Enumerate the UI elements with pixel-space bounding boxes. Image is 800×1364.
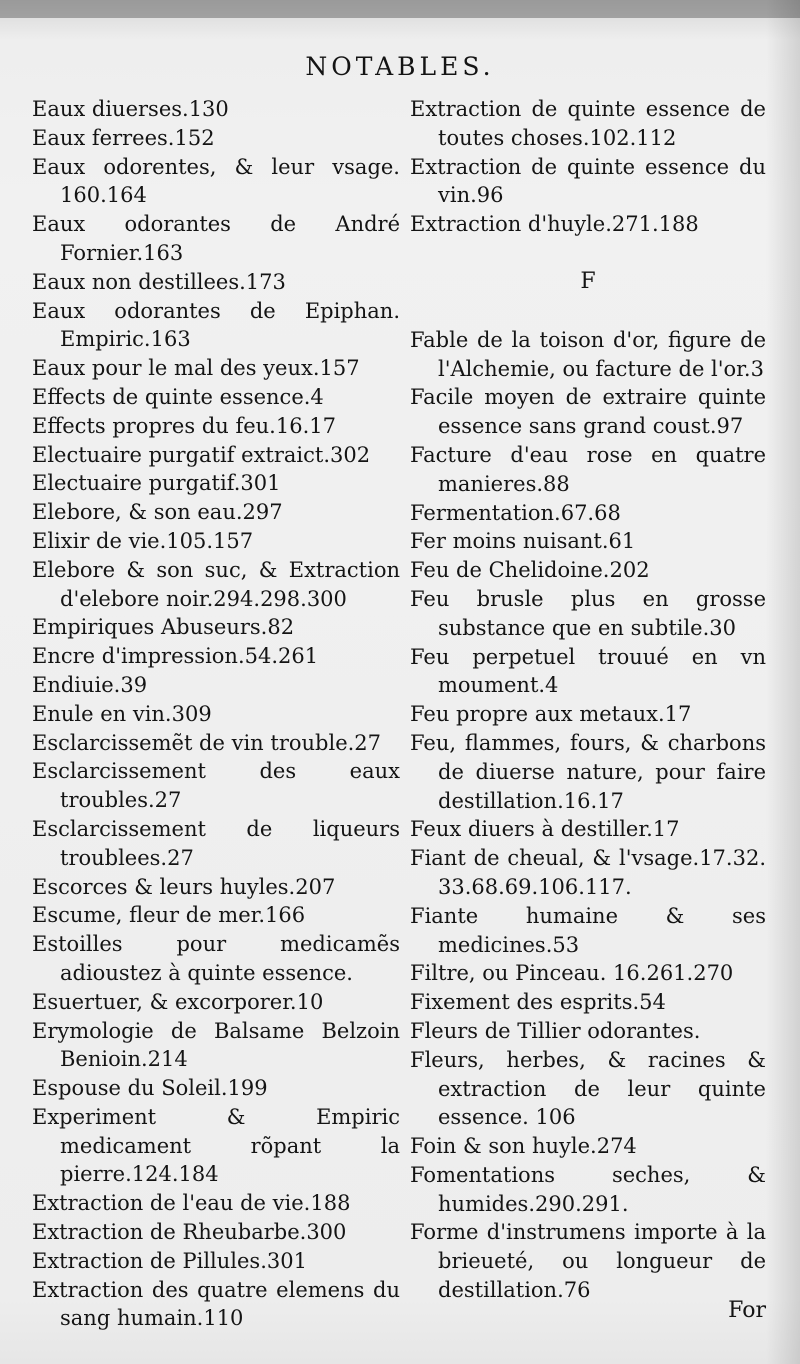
index-entry: Fermentation.67.68: [410, 500, 621, 525]
index-entry: Extraction de quinte essence du vin.96: [410, 154, 766, 208]
index-entry: Fomentations seches, & humides.290.291.: [410, 1162, 766, 1216]
index-entry: Feux diuers à destiller.17: [410, 817, 680, 842]
index-entry: Escorces & leurs huyles.207: [32, 874, 336, 899]
index-entry: Elebore & son suc, & Extraction d'elebore noir.294.298.300: [32, 557, 400, 611]
index-entry: Eaux odorentes, & leur vsage. 160.164: [32, 154, 400, 208]
index-entry: Fiant de cheual, & l'vsage.17.32. 33.68.69.106.117.: [410, 846, 766, 899]
index-entry: Feu brusle plus en grosse substance que en subtile.30: [410, 586, 766, 640]
index-entry: Fixement des esprits.54: [410, 990, 666, 1015]
index-entry: Empiriques Abuseurs.82: [32, 615, 295, 640]
index-entry: Forme d'instrumens importe à la brieueté, ou longueur de destillation.76: [410, 1220, 766, 1303]
index-entry: Encre d'impression.54.261: [32, 644, 319, 669]
section-letter: F: [580, 268, 596, 294]
index-entry: Elebore, & son eau.297: [32, 500, 283, 525]
index-entry: Filtre, ou Pinceau. 16.261.270: [410, 961, 734, 986]
index-entry: Fleurs, herbes, & racines & extraction de leur quinte essence. 106: [410, 1047, 766, 1130]
index-entry: Facile moyen de extraire quinte essence sans grand coust.97: [410, 385, 766, 439]
index-entry: Effects propres du feu.16.17: [32, 413, 336, 438]
index-entry: Eaux pour le mal des yeux.157: [32, 356, 360, 381]
index-entry: Fable de la toison d'or, figure de l'Alchemie, ou facture de l'or.3: [410, 327, 766, 381]
index-entry: Foin & son huyle.274: [410, 1134, 637, 1159]
index-entry: Elixir de vie.105.157: [32, 528, 254, 553]
index-entry: Enule en vin.309: [32, 701, 212, 726]
index-entry: Esclarcissemẽt de vin trouble.27: [32, 730, 382, 755]
catchword: For: [728, 1298, 766, 1323]
index-entry: Eaux ferrees.152: [32, 125, 215, 150]
index-entry: Electuaire purgatif.301: [32, 471, 281, 496]
index-entry: Extraction de Rheubarbe.300: [32, 1220, 347, 1245]
index-entry: Erymologie de Balsame Belzoin Benioin.214: [32, 1018, 400, 1072]
index-entry: Eaux non destillees.173: [32, 269, 286, 294]
index-entry: Estoilles pour medicamẽs adioustez à quinte essence.: [32, 932, 400, 985]
index-entry: Extraction de Pillules.301: [32, 1248, 307, 1273]
index-entry: Escume, fleur de mer.166: [32, 903, 306, 928]
index-column-right: [410, 95, 766, 1305]
index-entry: Electuaire purgatif extraict.302: [32, 442, 371, 467]
index-entry: Effects de quinte essence.4: [32, 384, 324, 409]
index-entry: Feu propre aux metaux.17: [410, 702, 692, 727]
index-entry: Extraction de quinte essence de toutes choses.102.112: [410, 97, 766, 150]
index-entry: Extraction des quatre elemens du sang humain.110: [32, 1277, 400, 1331]
index-entry: Eaux odorantes de André Fornier.163: [32, 212, 400, 265]
index-entry: Eaux odorantes de Epiphan. Empiric.163: [32, 298, 400, 352]
index-entry: Feu de Chelidoine.202: [410, 558, 650, 583]
index-entry: Feu perpetuel trouué en vn moument.4: [410, 644, 766, 698]
index-entry: Facture d'eau rose en quatre manieres.88: [410, 442, 766, 496]
index-entry: Endiuie.39: [32, 672, 148, 697]
index-entry: Esuertuer, & excorporer.10: [32, 989, 324, 1014]
index-entry: Espouse du Soleil.199: [32, 1076, 268, 1101]
index-entry: Eaux diuerses.130: [32, 97, 229, 121]
index-entry: Fleurs de Tillier odorantes.: [410, 1018, 701, 1043]
index-entry: Fiante humaine & ses medicines.53: [410, 903, 766, 957]
index-entry: Feu, flammes, fours, & charbons de diuerse nature, pour faire destillation.16.17: [410, 730, 766, 813]
index-entry: Esclarcissement des eaux troubles.27: [32, 759, 400, 813]
index-column-left: [32, 95, 400, 1333]
index-entry: Extraction de l'eau de vie.188: [32, 1191, 351, 1216]
index-entry: Experiment & Empiric medicament rõpant la pierre.124.184: [32, 1104, 400, 1187]
page-heading: NOTABLES.: [305, 52, 495, 81]
index-entry: Extraction d'huyle.271.188: [410, 212, 699, 237]
index-entry: Esclarcissement de liqueurs troublees.27: [32, 816, 400, 870]
index-entry: Fer moins nuisant.61: [410, 529, 636, 554]
